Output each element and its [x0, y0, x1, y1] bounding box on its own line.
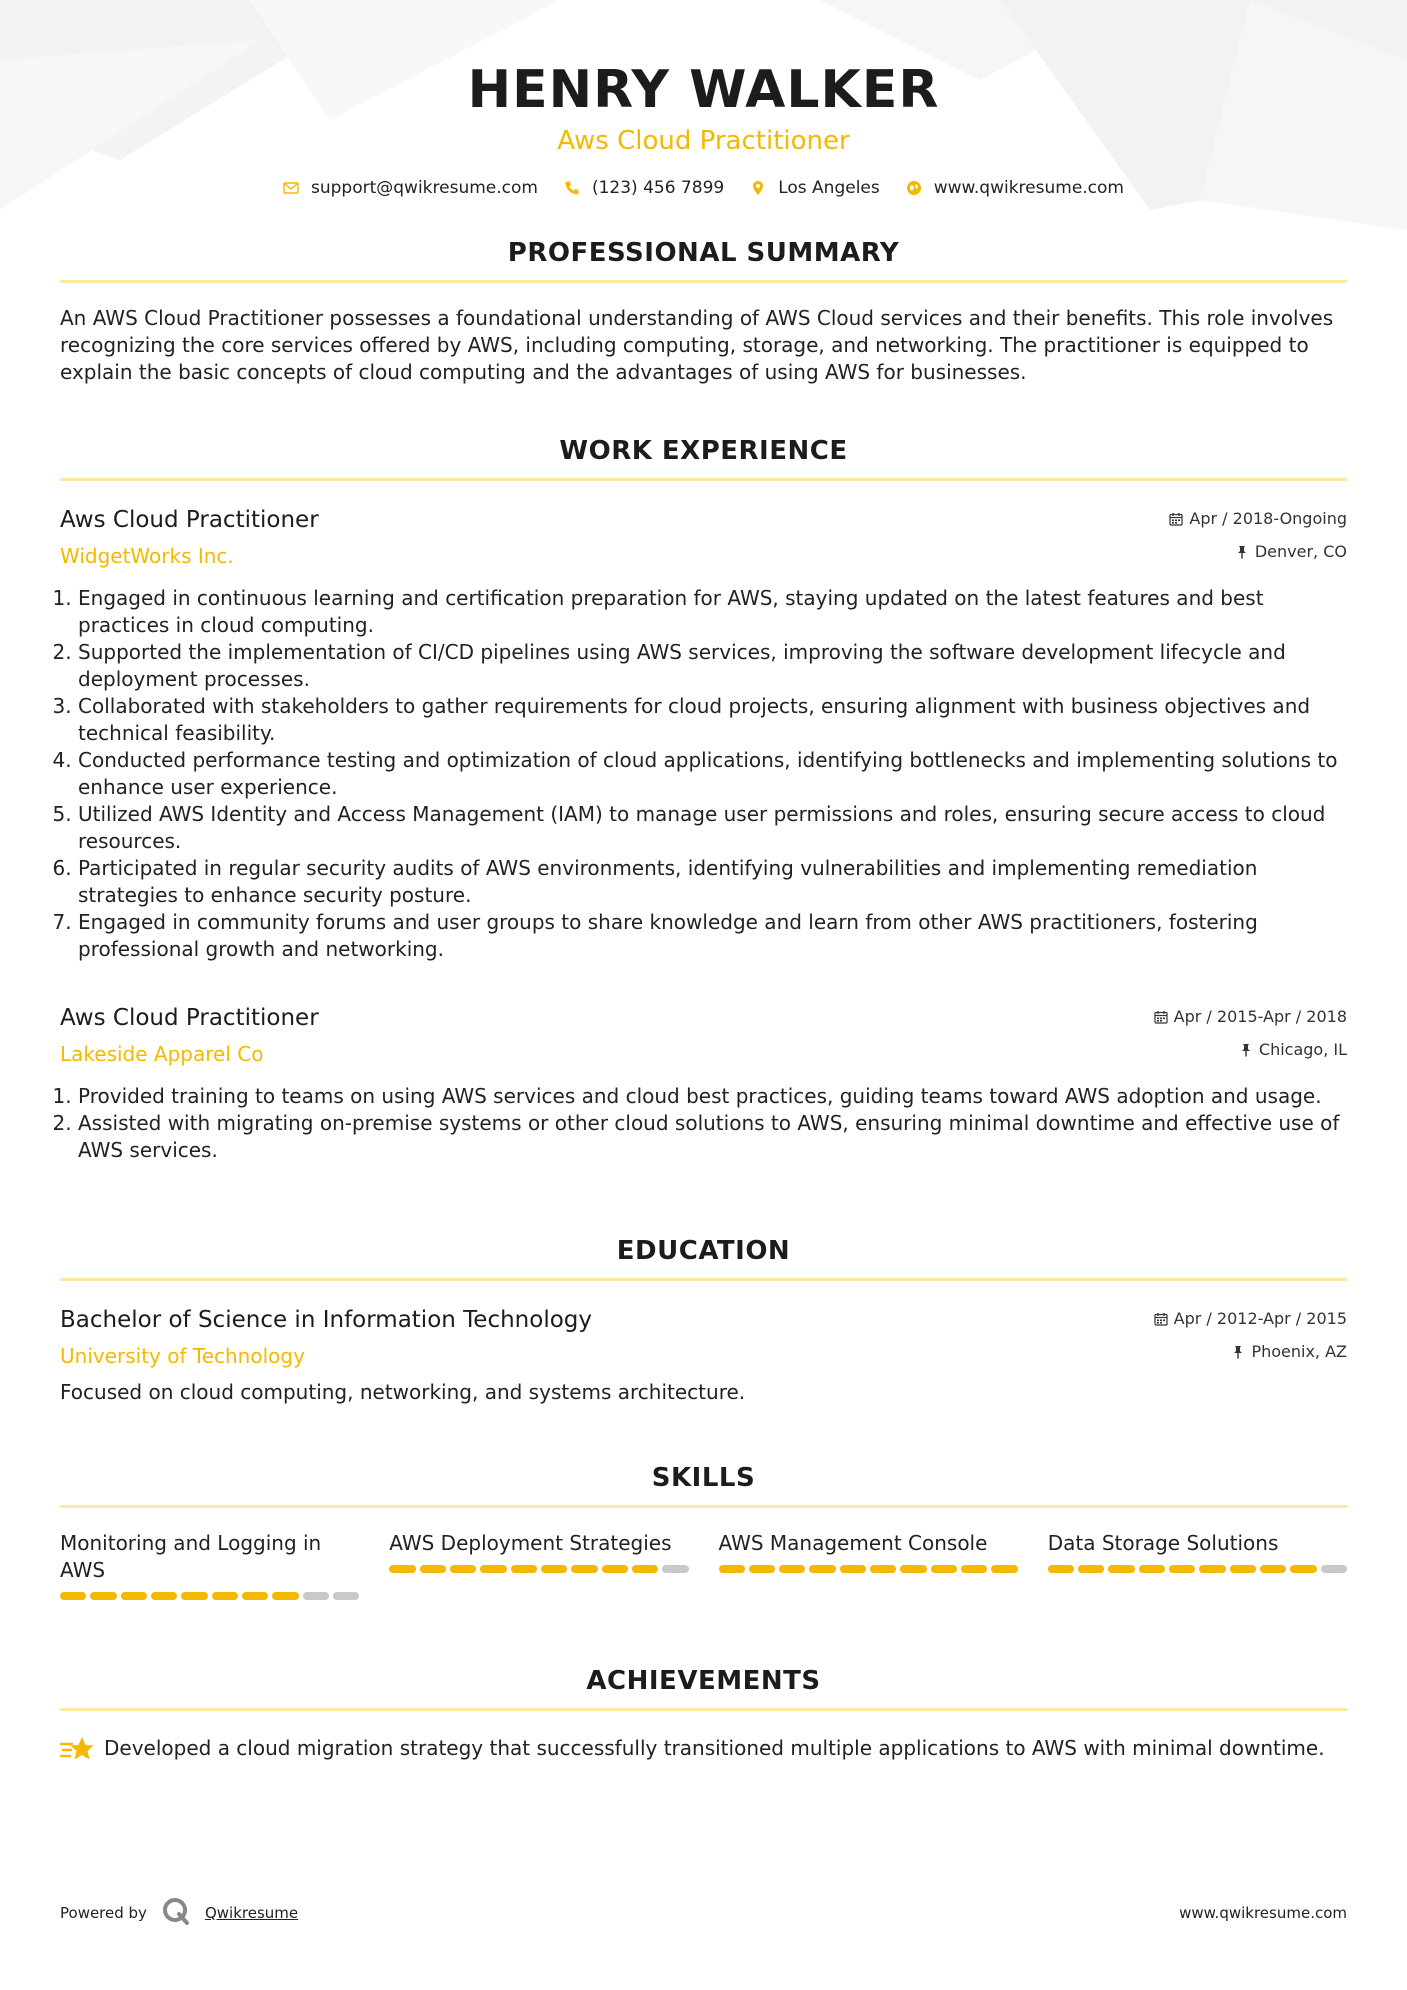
- skill-segment-filled: [1048, 1565, 1074, 1573]
- skill-segment-filled: [389, 1565, 415, 1573]
- job-company: Lakeside Apparel Co: [60, 1042, 264, 1066]
- q-logo-icon: [161, 1896, 191, 1926]
- phone-icon: [564, 180, 580, 196]
- skill-level-bar: [389, 1565, 688, 1573]
- skill-segment-empty: [333, 1592, 359, 1600]
- skill-segment-filled: [632, 1565, 658, 1573]
- page-footer: [60, 1896, 1347, 1930]
- skill-segment-filled: [991, 1565, 1017, 1573]
- footer-website[interactable]: www.qwikresume.com: [1179, 1904, 1347, 1922]
- education-entry: [60, 1305, 1347, 1405]
- skill-segment-empty: [303, 1592, 329, 1600]
- contact-email[interactable]: [283, 178, 538, 198]
- contact-location: [750, 178, 880, 198]
- job-meta: [1169, 505, 1347, 562]
- contact-email-text: support@qwikresume.com: [311, 178, 538, 198]
- pushpin-icon: [1235, 545, 1249, 559]
- section-title-summary: PROFESSIONAL SUMMARY: [60, 238, 1347, 283]
- summary-text: An AWS Cloud Practitioner possesses a foundational understanding of AWS Cloud services and their benefits. This role involves recognizing the core services offered by AWS, including computing, storage, and networking. The practitioner is equipped to explain the basic concepts of cloud computing and the advantages of using AWS for businesses.: [60, 306, 1334, 384]
- skill-name: Data Storage Solutions: [1047, 1531, 1279, 1555]
- job-bullets: [60, 585, 1347, 963]
- job-bullets: [60, 1083, 1347, 1164]
- achievement-item: [60, 1735, 1347, 1765]
- envelope-icon: [283, 180, 299, 196]
- skill-segment-filled: [749, 1565, 775, 1573]
- skill-level-bar: [60, 1592, 359, 1600]
- skill-segment-filled: [961, 1565, 987, 1573]
- skill-segment-filled: [1139, 1565, 1165, 1573]
- skill-segment-filled: [511, 1565, 537, 1573]
- section-title-education: EDUCATION: [60, 1236, 1347, 1281]
- skill-segment-filled: [272, 1592, 298, 1600]
- work-experience-section: [60, 436, 1347, 1164]
- skill-item: [719, 1530, 1018, 1600]
- candidate-role: Aws Cloud Practitioner: [557, 126, 850, 156]
- calendar-icon: [1169, 512, 1183, 526]
- skill-name: AWS Management Console: [718, 1531, 988, 1555]
- job-title: Aws Cloud Practitioner: [60, 507, 319, 533]
- list-item: 5. Utilized AWS Identity and Access Management (IAM) to manage user permissions and roles, ensuring secure access to cloud resources.: [78, 801, 1347, 855]
- skill-segment-filled: [541, 1565, 567, 1573]
- education-section: [60, 1236, 1347, 1405]
- skill-segment-empty: [1321, 1565, 1347, 1573]
- pushpin-icon: [1239, 1043, 1253, 1057]
- skill-segment-filled: [242, 1592, 268, 1600]
- skill-name: Monitoring and Logging in AWS: [60, 1531, 322, 1582]
- skill-segment-filled: [602, 1565, 628, 1573]
- skill-segment-filled: [181, 1592, 207, 1600]
- skill-segment-filled: [121, 1592, 147, 1600]
- skill-segment-filled: [809, 1565, 835, 1573]
- skill-level-bar: [719, 1565, 1018, 1573]
- list-item: 2. Assisted with migrating on-premise systems or other cloud solutions to AWS, ensuring minimal downtime and effective use of AWS services.: [78, 1110, 1347, 1164]
- skill-segment-filled: [212, 1592, 238, 1600]
- list-item: 3. Collaborated with stakeholders to gather requirements for cloud projects, ensuring alignment with business objectives and technical feasibility.: [78, 693, 1347, 747]
- section-title-achievements: ACHIEVEMENTS: [60, 1666, 1347, 1711]
- education-location: Phoenix, AZ: [1251, 1342, 1347, 1361]
- contact-website-text: www.qwikresume.com: [933, 178, 1124, 198]
- section-title-skills: SKILLS: [60, 1463, 1347, 1508]
- list-item: 1. Engaged in continuous learning and certification preparation for AWS, staying updated on the latest features and best practices in cloud computing.: [78, 585, 1347, 639]
- qwikresume-logo: [161, 1896, 191, 1930]
- skill-item: [389, 1530, 688, 1600]
- contact-website[interactable]: [906, 178, 1124, 198]
- job-company: WidgetWorks Inc.: [60, 544, 234, 568]
- calendar-icon: [1154, 1010, 1168, 1024]
- job-dates: Apr / 2015-Apr / 2018: [1173, 1007, 1347, 1026]
- skill-name: AWS Deployment Strategies: [389, 1531, 672, 1555]
- skill-segment-filled: [1169, 1565, 1195, 1573]
- job-title: Aws Cloud Practitioner: [60, 1005, 319, 1031]
- professional-summary-section: [60, 238, 1347, 386]
- candidate-name: HENRY WALKER: [467, 60, 940, 120]
- job-location: Chicago, IL: [1258, 1040, 1347, 1059]
- job-dates: Apr / 2018-Ongoing: [1189, 509, 1347, 528]
- skills-grid: [60, 1530, 1347, 1600]
- degree-title: Bachelor of Science in Information Technology: [60, 1307, 592, 1333]
- education-meta: [1154, 1305, 1347, 1362]
- skill-segment-filled: [60, 1592, 86, 1600]
- skill-segment-filled: [420, 1565, 446, 1573]
- list-item: 7. Engaged in community forums and user groups to share knowledge and learn from other AWS practitioners, fostering professional growth and networking.: [78, 909, 1347, 963]
- resume-header: [60, 0, 1347, 198]
- contact-row: [60, 178, 1347, 198]
- skill-segment-filled: [870, 1565, 896, 1573]
- list-item: 6. Participated in regular security audits of AWS environments, identifying vulnerabilities and implementing remediation strategies to enhance security posture.: [78, 855, 1347, 909]
- contact-phone-text: (123) 456 7899: [591, 178, 725, 198]
- job-meta: [1154, 1003, 1347, 1060]
- job-entry: [60, 1003, 1347, 1164]
- list-item: 2. Supported the implementation of CI/CD pipelines using AWS services, improving the software development lifecycle and deployment processes.: [78, 639, 1347, 693]
- skill-segment-filled: [779, 1565, 805, 1573]
- skill-segment-filled: [1290, 1565, 1316, 1573]
- list-item: 1. Provided training to teams on using AWS services and cloud best practices, guiding teams toward AWS adoption and usage.: [78, 1083, 1347, 1110]
- section-title-work: WORK EXPERIENCE: [60, 436, 1347, 481]
- skills-section: [60, 1463, 1347, 1600]
- list-item: 4. Conducted performance testing and optimization of cloud applications, identifying bottlenecks and implementing solutions to enhance user experience.: [78, 747, 1347, 801]
- education-description: Focused on cloud computing, networking, and systems architecture.: [60, 1380, 746, 1404]
- skill-segment-filled: [1199, 1565, 1225, 1573]
- skill-segment-filled: [931, 1565, 957, 1573]
- skill-segment-filled: [571, 1565, 597, 1573]
- skill-segment-filled: [480, 1565, 506, 1573]
- skill-segment-filled: [1260, 1565, 1286, 1573]
- powered-by: [60, 1896, 298, 1930]
- skill-level-bar: [1048, 1565, 1347, 1573]
- powered-by-label: Powered by: [60, 1904, 147, 1922]
- school-name: University of Technology: [60, 1344, 305, 1368]
- skill-segment-filled: [1108, 1565, 1134, 1573]
- skill-segment-empty: [662, 1565, 688, 1573]
- achievements-section: [60, 1666, 1347, 1765]
- skill-segment-filled: [900, 1565, 926, 1573]
- education-dates: Apr / 2012-Apr / 2015: [1173, 1309, 1347, 1328]
- globe-icon: [906, 180, 922, 196]
- skill-item: [1048, 1530, 1347, 1600]
- shooting-star-icon: [60, 1735, 94, 1765]
- skill-segment-filled: [151, 1592, 177, 1600]
- achievement-text: Developed a cloud migration strategy that successfully transitioned multiple applications to AWS with minimal downtime.: [104, 1736, 1325, 1760]
- skill-segment-filled: [840, 1565, 866, 1573]
- skill-segment-filled: [719, 1565, 745, 1573]
- skill-segment-filled: [1230, 1565, 1256, 1573]
- skill-segment-filled: [90, 1592, 116, 1600]
- skill-item: [60, 1530, 359, 1600]
- contact-location-text: Los Angeles: [778, 178, 880, 198]
- contact-phone[interactable]: [564, 178, 724, 198]
- map-pin-icon: [750, 180, 766, 196]
- skill-segment-filled: [1078, 1565, 1104, 1573]
- brand-link[interactable]: Qwikresume: [204, 1904, 299, 1922]
- pushpin-icon: [1231, 1345, 1245, 1359]
- job-location: Denver, CO: [1254, 542, 1347, 561]
- calendar-icon: [1154, 1312, 1168, 1326]
- job-entry: [60, 505, 1347, 963]
- skill-segment-filled: [450, 1565, 476, 1573]
